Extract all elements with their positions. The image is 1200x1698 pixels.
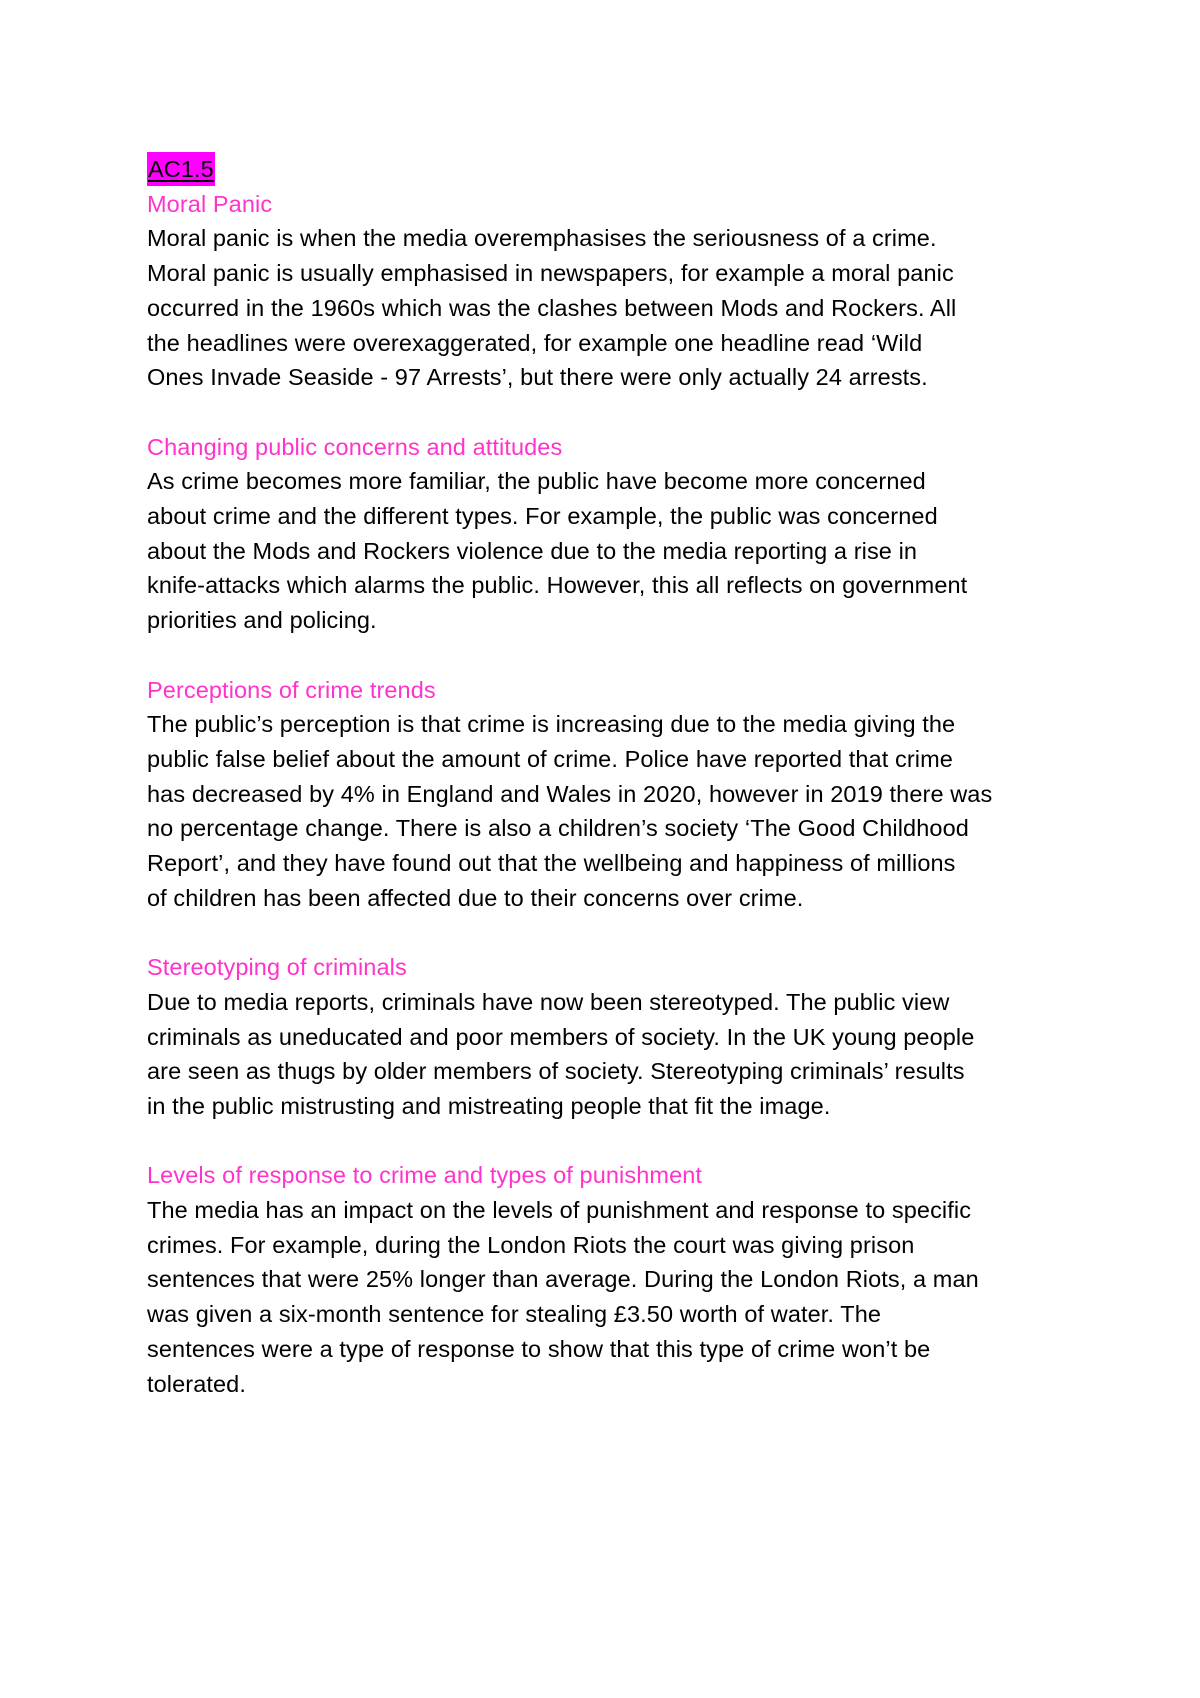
paragraph-line: priorities and policing. (147, 607, 377, 634)
section-paragraph (147, 221, 1077, 395)
paragraph-line: the headlines were overexaggerated, for example one headline read ‘Wild (147, 329, 923, 356)
paragraph-line: criminals as uneducated and poor members of society. In the UK young people (147, 1023, 975, 1050)
paragraph-line: sentences that were 25% longer than average. During the London Riots, a man (147, 1266, 979, 1293)
paragraph-line: occurred in the 1960s which was the clashes between Mods and Rockers. All (147, 294, 957, 321)
paragraph-line: Report’, and they have found out that the wellbeing and happiness of millions (147, 850, 956, 877)
section-heading: Levels of response to crime and types of punishment (147, 1162, 703, 1189)
paragraph-line: about the Mods and Rockers violence due to the media reporting a rise in (147, 537, 918, 564)
paragraph-line: are seen as thugs by older members of society. Stereotyping criminals’ results (147, 1058, 965, 1085)
section-perceptions-of-crime-trends (147, 673, 1077, 916)
paragraph-line: Due to media reports, criminals have now been stereotyped. The public view (147, 988, 950, 1015)
section-heading: Changing public concerns and attitudes (147, 433, 563, 460)
paragraph-line: sentences were a type of response to show that this type of crime won’t be (147, 1335, 931, 1362)
paragraph-line: Moral panic is usually emphasised in newspapers, for example a moral panic (147, 260, 954, 287)
paragraph-line: in the public mistrusting and mistreating people that fit the image. (147, 1092, 831, 1119)
document-title: AC1.5 (147, 152, 215, 186)
section-paragraph (147, 1193, 1077, 1401)
section-changing-public-concerns (147, 430, 1077, 638)
paragraph-line: no percentage change. There is also a children’s society ‘The Good Childhood (147, 815, 969, 842)
paragraph-line: knife-attacks which alarms the public. However, this all reflects on government (147, 572, 968, 599)
section-paragraph (147, 464, 1077, 638)
paragraph-line: was given a six-month sentence for stealing £3.50 worth of water. The (147, 1301, 882, 1328)
section-stereotyping-of-criminals (147, 950, 1077, 1124)
section-heading: Moral Panic (147, 190, 273, 217)
paragraph-line: of children has been affected due to their concerns over crime. (147, 884, 804, 911)
paragraph-line: As crime becomes more familiar, the public have become more concerned (147, 468, 926, 495)
title-row (147, 152, 1077, 187)
paragraph-line: tolerated. (147, 1370, 246, 1397)
paragraph-line: public false belief about the amount of crime. Police have reported that crime (147, 745, 953, 772)
paragraph-line: Ones Invade Seaside - 97 Arrests’, but there were only actually 24 arrests. (147, 364, 928, 391)
section-heading: Stereotyping of criminals (147, 954, 407, 981)
sections-container (147, 187, 1077, 1402)
paragraph-line: has decreased by 4% in England and Wales in 2020, however in 2019 there was (147, 780, 993, 807)
section-paragraph (147, 985, 1077, 1124)
paragraph-line: The public’s perception is that crime is increasing due to the media giving the (147, 711, 956, 738)
section-levels-of-response (147, 1158, 1077, 1401)
section-heading: Perceptions of crime trends (147, 676, 436, 703)
section-moral-panic (147, 187, 1077, 395)
document-body (147, 152, 1077, 1401)
paragraph-line: crimes. For example, during the London Riots the court was giving prison (147, 1231, 915, 1258)
paragraph-line: about crime and the different types. For example, the public was concerned (147, 503, 938, 530)
paragraph-line: The media has an impact on the levels of punishment and response to specific (147, 1197, 972, 1224)
section-paragraph (147, 707, 1077, 915)
paragraph-line: Moral panic is when the media overemphasises the seriousness of a crime. (147, 225, 937, 252)
